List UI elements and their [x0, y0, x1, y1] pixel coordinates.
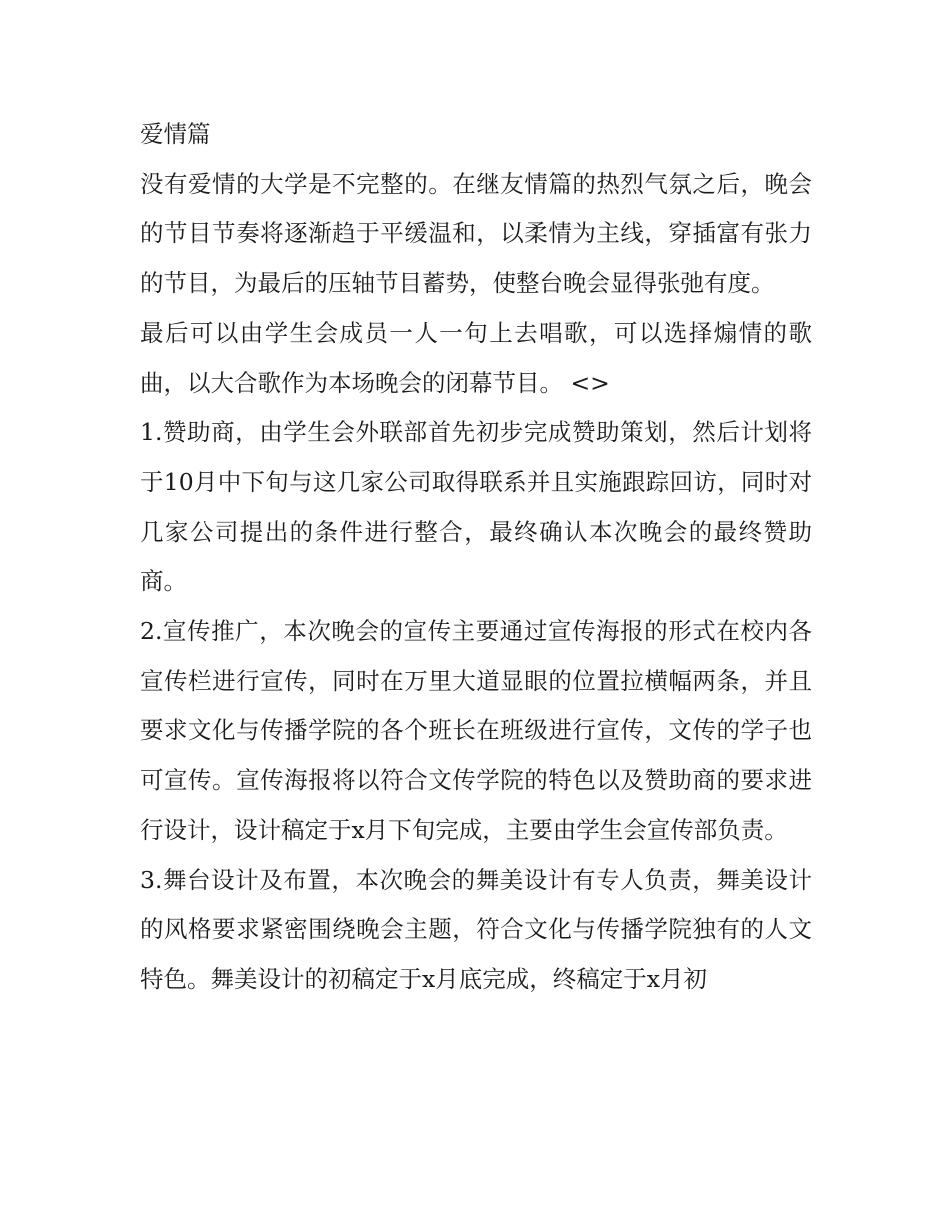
paragraph-closing-song: 最后可以由学生会成员一人一句上去唱歌，可以选择煽情的歌曲，以大合歌作为本场晚会的闭幕节目。 <> — [140, 318, 812, 397]
section-heading: 爱情篇 — [140, 120, 211, 148]
paragraph-love-intro: 没有爱情的大学是不完整的。在继友情篇的热烈气氛之后，晚会的节目节奏将逐渐趋于平缓温和，以柔情为主线，穿插富有张力的节目，为最后的压轴节目蓄势，使整台晚会显得张弛有度。 — [140, 169, 812, 298]
paragraph-promotion: 2.宣传推广，本次晚会的宣传主要通过宣传海报的形式在校内各宣传栏进行宣传，同时在万里大道显眼的位置拉横幅两条，并且要求文化与传播学院的各个班长在班级进行宣传，文传的学子也可宣传。宣传海报将以符合文传学院的特色以及赞助商的要求进行设计，设计稿定于x月下旬完成，主要由学生会宣传部负责。 — [140, 617, 812, 844]
document-body — [140, 110, 812, 1005]
paragraph-sponsors: 1.赞助商，由学生会外联部首先初步完成赞助策划，然后计划将于10月中下旬与这几家公司取得联系并且实施跟踪回访，同时对几家公司提出的条件进行整合，最终确认本次晚会的最终赞助商。 — [140, 418, 812, 596]
paragraph-stage-design: 3.舞台设计及布置，本次晚会的舞美设计有专人负责，舞美设计的风格要求紧密围绕晚会主题，符合文化与传播学院独有的人文特色。舞美设计的初稿定于x月底完成，终稿定于x月初 — [140, 865, 812, 993]
